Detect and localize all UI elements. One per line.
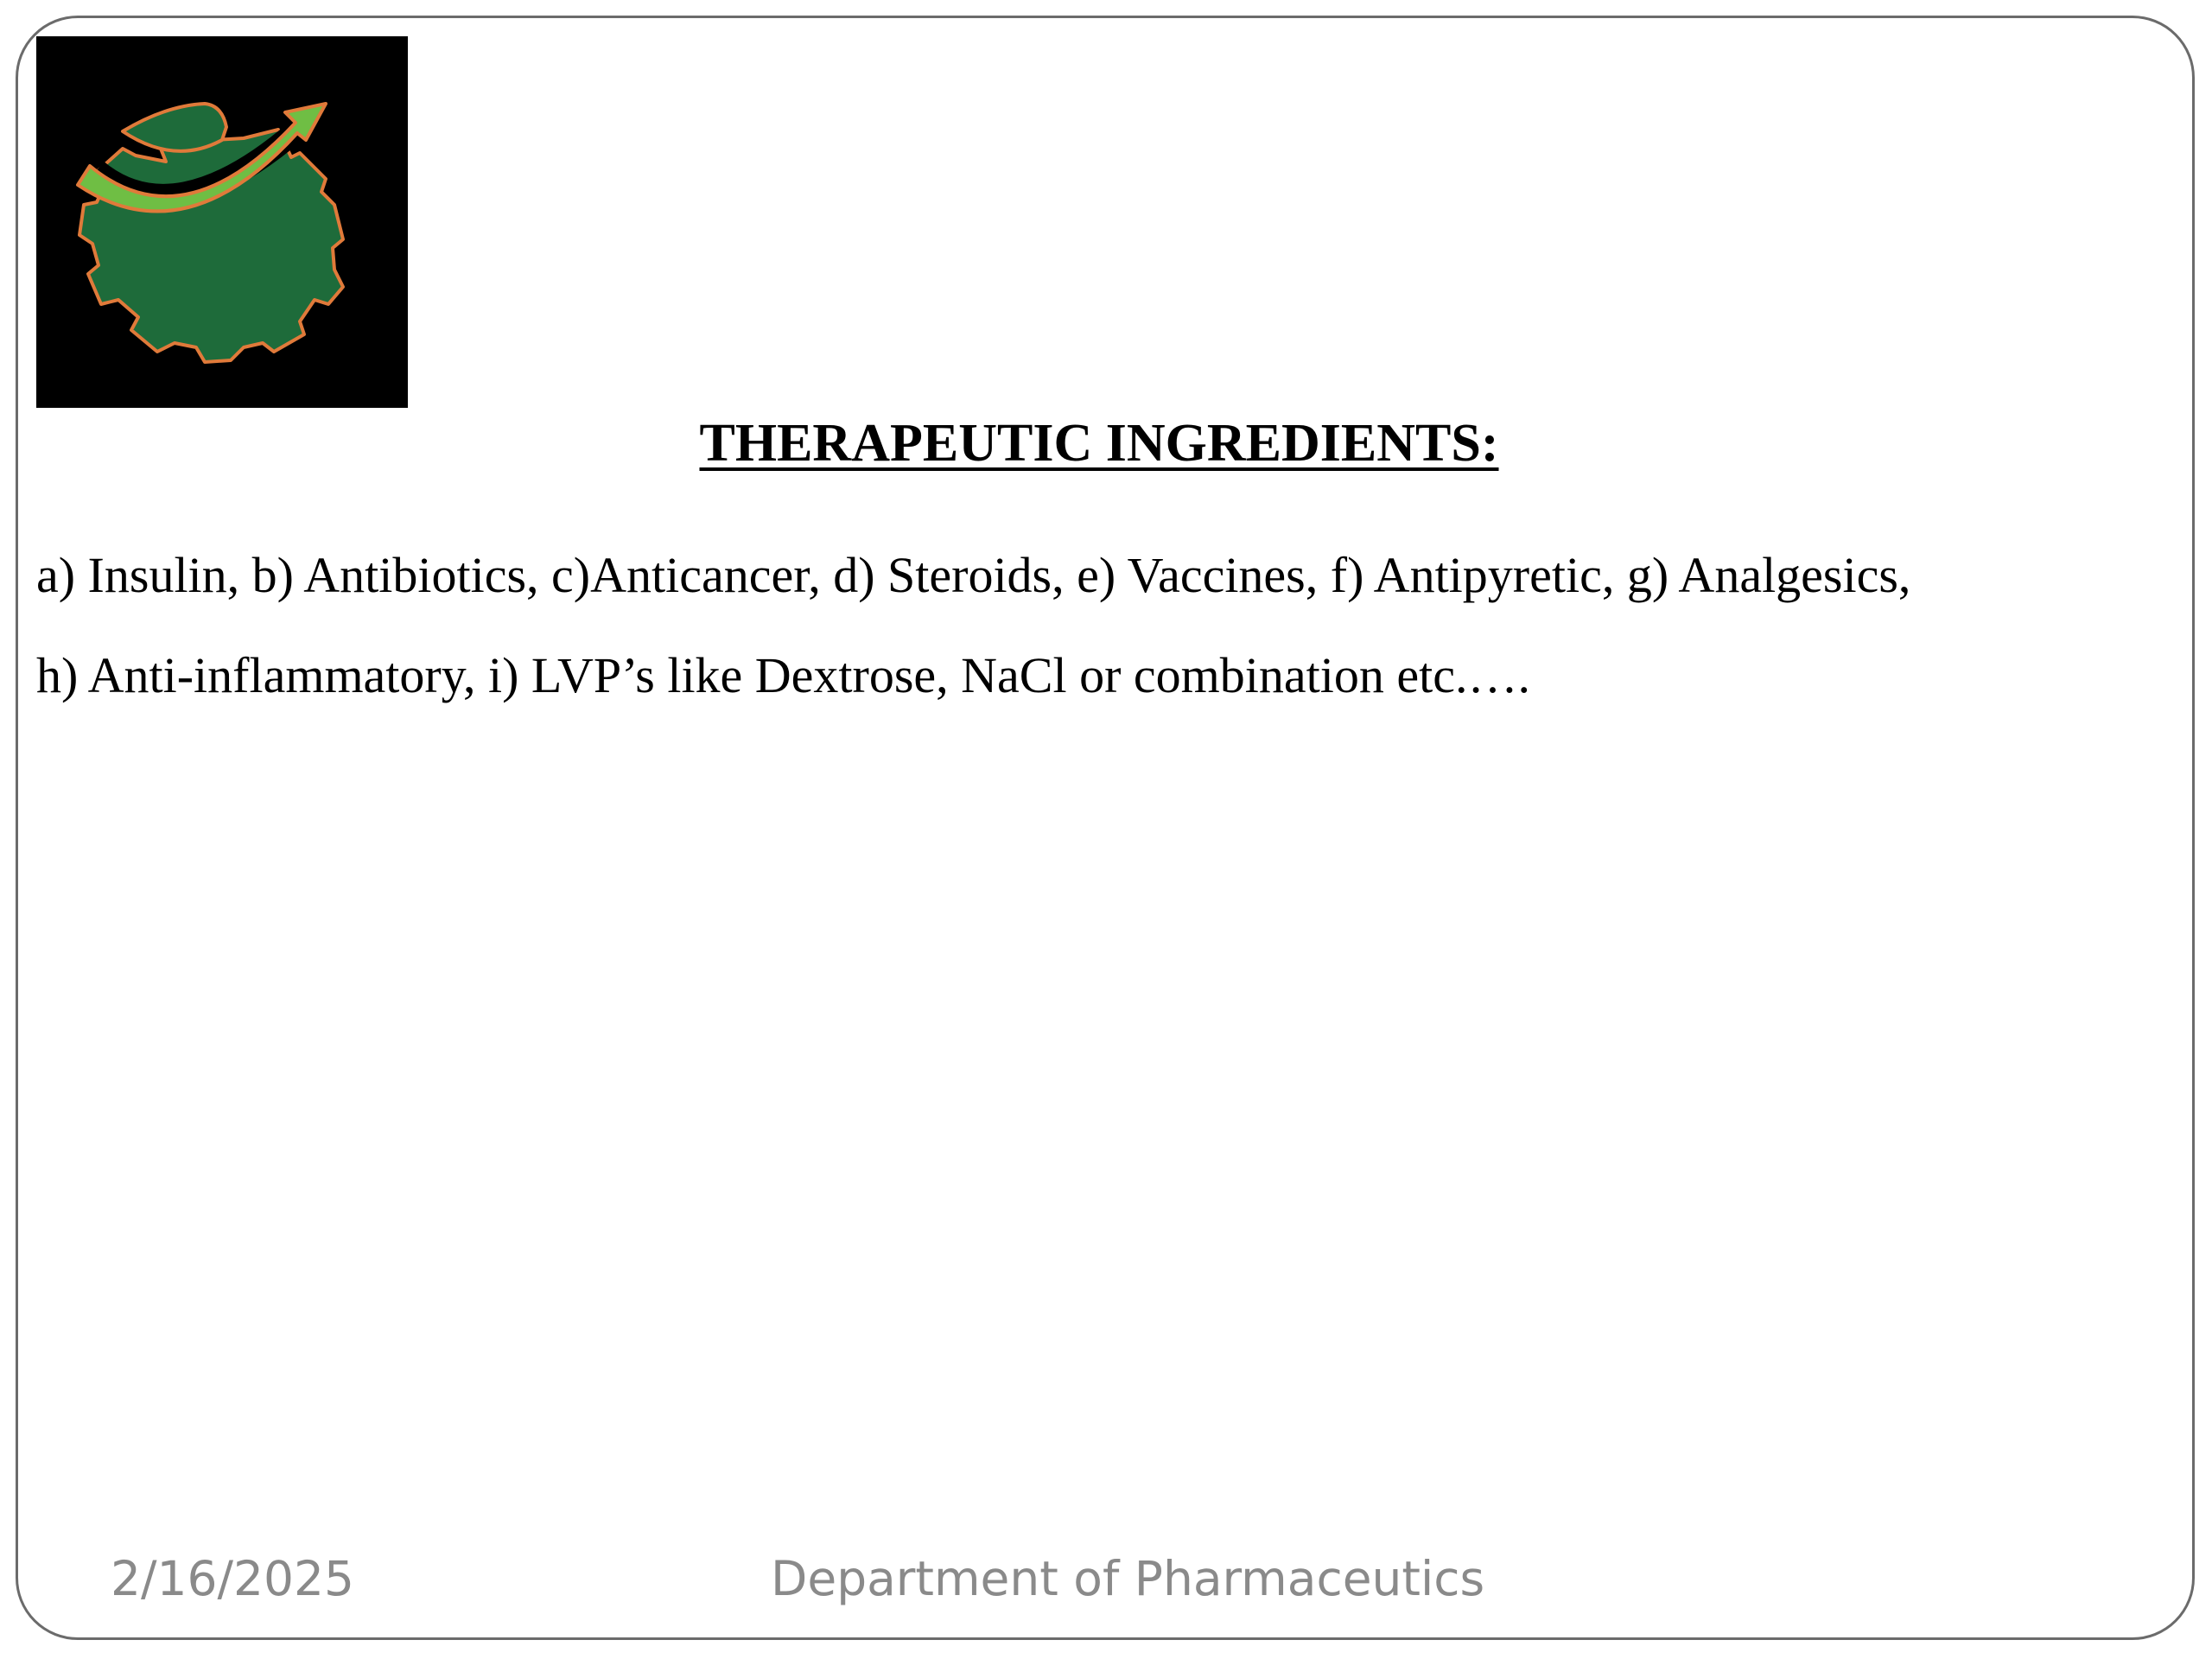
ingredients-line-1: a) Insulin, b) Antibiotics, c)Anticancer, d) Steroids, e) Vaccines, f) Antipyretic, g) Analgesics, — [36, 547, 1911, 603]
ingredients-line-2: h) Anti-inflammatory, i) LVP’s like Dextrose, NaCl or combination etc.…. — [36, 647, 1530, 703]
gear-arrow-logo-icon — [36, 36, 408, 408]
footer-department: Department of Pharmaceutics — [771, 1551, 1485, 1606]
footer-date: 2/16/2025 — [111, 1551, 355, 1606]
slide-heading: THERAPEUTIC INGREDIENTS: — [699, 414, 1499, 473]
